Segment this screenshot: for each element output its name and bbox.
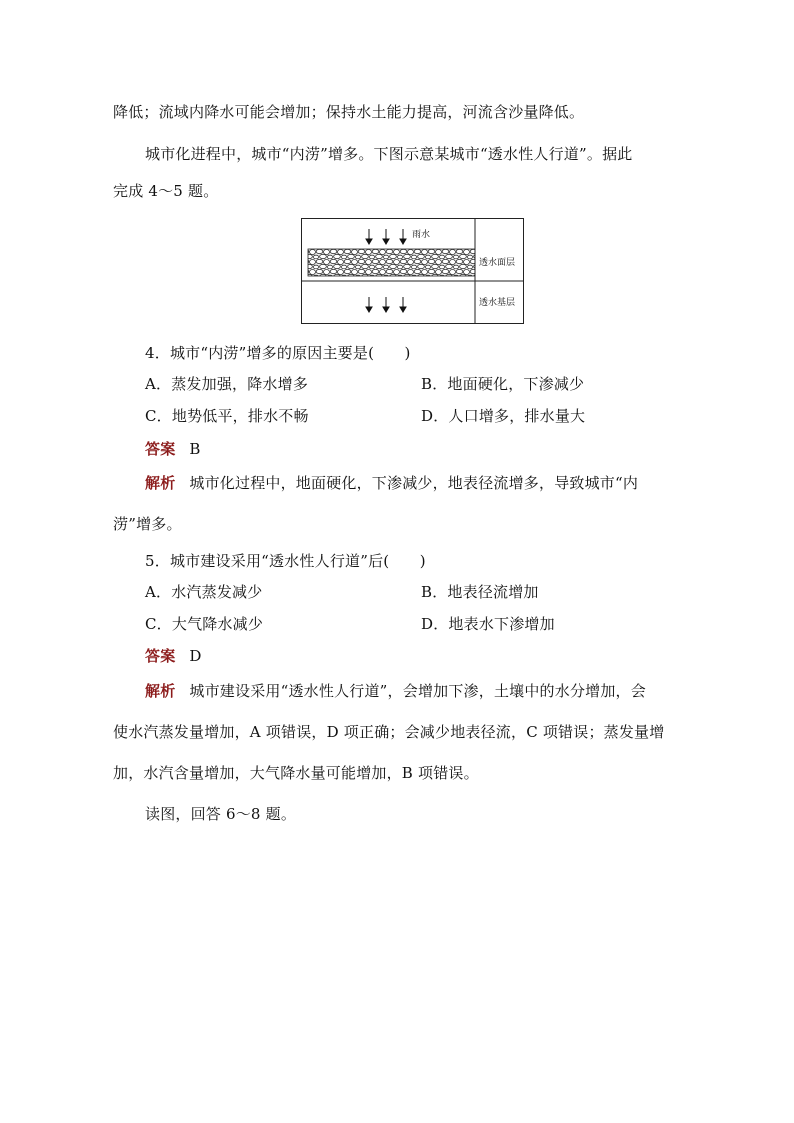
answer-value: D — [189, 647, 202, 665]
q4-option-a: A．蒸发加强，降水增多 — [145, 375, 309, 393]
q5-analysis-line-3: 加，水汽含量增加，大气降水量可能增加，B 项错误。 — [113, 764, 479, 782]
q5-option-a: A．水汽蒸发减少 — [145, 583, 263, 601]
q5-analysis-line-2: 使水汽蒸发量增加，A 项错误，D 项正确；会减少地表径流，C 项错误；蒸发量增 — [113, 723, 665, 741]
intro-line-1: 城市化进程中，城市“内涝”增多。下图示意某城市“透水性人行道”。据此 — [145, 145, 633, 163]
q5-stem: 5．城市建设采用“透水性人行道”后( ) — [145, 552, 426, 570]
q5-option-c: C．大气降水减少 — [145, 615, 264, 633]
infiltration-arrows — [366, 297, 406, 312]
continued-text: 降低；流域内降水可能会增加；保持水土能力提高，河流含沙量降低。 — [113, 103, 585, 121]
q4-option-c: C．地势低平，排水不畅 — [145, 407, 309, 425]
q4-option-b: B．地面硬化，下渗减少 — [421, 375, 585, 393]
analysis-text: 城市化过程中，地面硬化，下渗减少，地表径流增多，导致城市“内 — [189, 474, 639, 492]
intro-line-2: 完成 4～5 题。 — [113, 182, 219, 200]
next-instruction: 读图，回答 6～8 题。 — [145, 805, 297, 823]
rain-label: 雨水 — [412, 230, 431, 240]
q4-analysis-line-2: 涝”增多。 — [113, 515, 182, 533]
permeable-sidewalk-diagram — [301, 218, 524, 324]
answer-label: 答案 — [145, 440, 176, 458]
q4-option-d: D．人口增多，排水量大 — [421, 407, 586, 425]
permeable-surface-pebbles — [308, 249, 475, 276]
analysis-label: 解析 — [145, 474, 176, 492]
q4-analysis-line-1 — [145, 473, 638, 493]
permeable-surface-label: 透水面层 — [479, 258, 516, 268]
answer-label: 答案 — [145, 647, 176, 665]
q4-stem: 4．城市“内涝”增多的原因主要是( ) — [145, 344, 411, 362]
q5-option-d: D．地表水下渗增加 — [421, 615, 555, 633]
analysis-label: 解析 — [145, 682, 176, 700]
analysis-text: 城市建设采用“透水性人行道”，会增加下渗，土壤中的水分增加，会 — [189, 682, 646, 700]
rain-arrows — [366, 229, 406, 244]
q4-answer — [145, 439, 201, 459]
q5-option-b: B．地表径流增加 — [421, 583, 539, 601]
q5-analysis-line-1 — [145, 681, 646, 701]
permeable-base-label: 透水基层 — [479, 298, 516, 308]
answer-value: B — [189, 440, 201, 458]
q5-answer — [145, 646, 202, 666]
